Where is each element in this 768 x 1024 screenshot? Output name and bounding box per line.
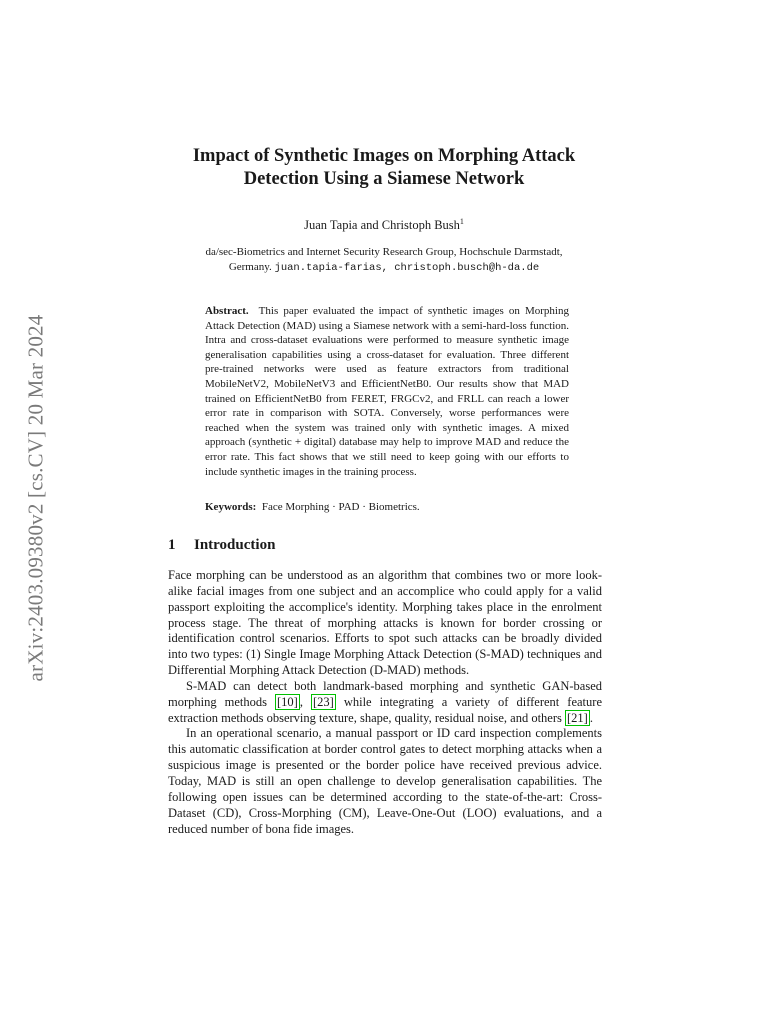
affiliation-line-1: da/sec-Biometrics and Internet Security Research Group, Hochschule Darmstadt, <box>205 246 563 258</box>
paper-title <box>160 145 608 191</box>
paragraph-3: In an operational scenario, a manual passport or ID card inspection complements this automatic classification at border control gates to detect morphing attacks when a suspicious image is presented or the border police have received previous advice. Today, MAD is still an open challenge to develop generalisation capabilities. The following open issues can be determined according to the state-of-the-art: Cross-Dataset (CD), Cross-Morphing (CM), Leave-One-Out (LOO) evaluations, and a reduced number of bona fide images. <box>168 726 602 836</box>
title-line-1: Impact of Synthetic Images on Morphing Attack <box>192 146 576 166</box>
citation-link-10[interactable]: [10] <box>277 694 298 709</box>
section-title: Introduction <box>194 537 276 553</box>
keywords-block <box>205 500 569 515</box>
citation-link-21[interactable]: [21] <box>567 710 588 725</box>
section-heading <box>168 537 275 554</box>
author-names: Juan Tapia and Christoph Bush <box>304 218 460 233</box>
title-line-2: Detection Using a Siamese Network <box>243 169 525 189</box>
author-emails: juan.tapia-farias, christoph.busch@h-da.de <box>274 262 540 274</box>
paragraph-2-text-a: S-MAD can detect both landmark-based morphing and synthetic GAN-based morphing methods <box>168 678 602 709</box>
paragraph-1: Face morphing can be understood as an algorithm that combines two or more look-alike facial images from one subject and an accomplice who could apply for a valid passport exploiting the accomplice's identity. Morphing takes place in the enrolment process stage. The threat of morphing attacks is known for border crossing or identification control scenarios. Efforts to spot such attacks can be broadly divided into two types: (1) Single Image Morphing Attack Detection (S-MAD) techniques and Differential Morphing Attack Detection (D-MAD) methods. <box>168 568 602 678</box>
abstract-label: Abstract. <box>205 305 249 317</box>
paragraph-2-end: . <box>589 710 593 725</box>
abstract-text: This paper evaluated the impact of synthetic images on Morphing Attack Detection (MAD) using a Siamese network with a semi-hard-loss function. Intra and cross-dataset evaluations were performed to measure synthetic image generalisation capabilities using a cross-dataset for evaluation. Three different pre-trained networks were used as feature extractors from traditional MobileNetV2, MobileNetV3 and EfficientNetB0. Our results show that MAD trained on EfficientNetB0 from FERET, FRGCv2, and FRLL can reach a lower error rate in comparison with SOTA. Conversely, worse performances were reached when the system was trained only with synthetic images. A mixed approach (synthetic + digital) database may help to improve MAD and reduce the error rate. This fact shows that we still need to keep going with our efforts to include synthetic images in the training process. <box>205 305 569 478</box>
introduction-body <box>168 568 602 837</box>
citation-separator: , <box>299 694 311 709</box>
affiliation-country: Germany. <box>228 261 272 273</box>
abstract-block <box>205 304 569 479</box>
arxiv-identifier: arXiv:2403.09380v2 [cs.CV] 20 Mar 2024 <box>23 314 48 682</box>
section-number: 1 <box>168 537 176 553</box>
affiliation-line-2 <box>160 260 608 276</box>
paragraph-2-text-b: while integrating a variety of different feature extraction methods observing texture, shape, quality, residual noise, and others <box>168 694 602 725</box>
author-affiliation-mark: 1 <box>459 217 464 226</box>
affiliation <box>160 245 608 276</box>
citation-link-23[interactable]: [23] <box>312 694 334 709</box>
author-list <box>160 217 608 233</box>
keywords-text: Face Morphing · PAD · Biometrics. <box>261 501 420 513</box>
arxiv-sidebar <box>20 268 52 728</box>
paragraph-2 <box>168 679 602 727</box>
keywords-label: Keywords: <box>205 501 257 513</box>
